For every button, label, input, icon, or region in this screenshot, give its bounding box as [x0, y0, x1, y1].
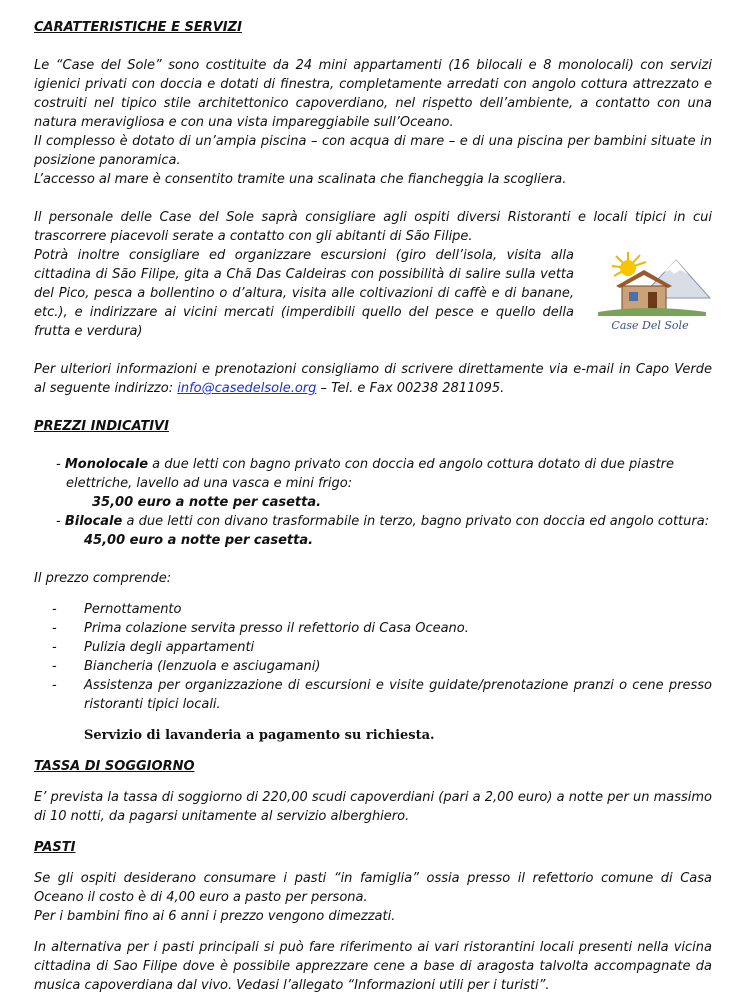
price-monolocale — [34, 455, 712, 493]
list-item: - Prima colazione servita presso il refettorio di Casa Oceano. — [52, 621, 469, 636]
paragraph-description: Le “Case del Sole” sono costituite da 24 mini appartamenti (16 bilocali e 8 monolocali) con servizi igienici privati con doccia e dotati di finestra, completamente arredati con angolo cottura attrezzato e costruiti nel tipico stile architettonico capoverdiano, nel rispetto dell’ambiente, a contatto con una natura meravigliosa e con una vista impareggiabile sull’Oceano. — [34, 58, 712, 130]
list-item: - Biancheria (lenzuola e asciugamani) — [52, 659, 321, 674]
phone-text: – Tel. e Fax 00238 2811095. — [316, 381, 505, 396]
bilocale-label: Bilocale — [64, 514, 123, 529]
includes-list — [34, 600, 712, 714]
excursions-block — [34, 246, 712, 341]
section-title-pasti: PASTI — [34, 840, 76, 855]
logo-graphic — [588, 246, 712, 330]
laundry-service: Servizio di lavanderia a pagamento su richiesta. — [84, 728, 435, 743]
includes-label: Il prezzo comprende: — [34, 571, 172, 586]
paragraph-excursions: Potrà inoltre consigliare ed organizzare escursioni (giro dell’isola, visita alla cittadina di São Filipe, gita a Chã Das Caldeiras con possibilità di salire sulla vetta del Pico, pesca a bollentino o d’altura, visita alle coltivazioni di caffè e di banane, etc.), e indirizzare ai vicini mercati (imperdibili quello del pesce e quello della frutta e verdura) — [34, 248, 574, 339]
section-title-tassa: TASSA DI SOGGIORNO — [34, 759, 195, 774]
section-title-caratteristiche: CARATTERISTICHE E SERVIZI — [34, 20, 242, 35]
contact-text: Per ulteriori informazioni e prenotazioni consigliamo di scrivere direttamente via e-mail in Capo Verde al seguente indirizzo: — [34, 362, 712, 396]
paragraph-sea-access: L’accesso al mare è consentito tramite una scalinata che fiancheggia la scogliera. — [34, 172, 567, 187]
monolocale-label: Monolocale — [64, 457, 149, 472]
monolocale-description: a due letti con bagno privato con doccia ed angolo cottura dotato di due piastre elettriche, lavello ad una vasca e mini frigo: — [66, 457, 675, 491]
email-link[interactable]: info@casedelsole.org — [177, 381, 317, 396]
paragraph-children: Per i bambini fino ai 6 anni i prezzo vengono dimezzati. — [34, 909, 396, 924]
paragraph-meals: Se gli ospiti desiderano consumare i pasti “in famiglia” ossia presso il refettorio comune di Casa Oceano il costo è di 4,00 euro a pasto per persona. — [34, 871, 712, 905]
list-item: - Pulizia degli appartamenti — [52, 640, 255, 655]
paragraph-pool: Il complesso è dotato di un’ampia piscina – con acqua di mare – e di una piscina per bambini situate in posizione panoramica. — [34, 134, 712, 168]
case-del-sole-logo — [588, 246, 712, 330]
bullet-dash: - — [56, 457, 65, 472]
monolocale-price: 35,00 euro a notte per casetta. — [92, 495, 322, 510]
logo-text: Case Del Sole — [611, 319, 689, 332]
paragraph-tax: E’ prevista la tassa di soggiorno di 220,00 scudi capoverdiani (pari a 2,00 euro) a notte per un massimo di 10 notti, da pagarsi unitamente al servizio alberghiero. — [34, 790, 712, 824]
bullet-dash: - — [56, 514, 65, 529]
list-item: - Assistenza per organizzazione di escursioni e visite guidate/prenotazione pranzi o cene presso ristoranti tipici locali. — [52, 678, 712, 712]
section-title-prezzi: PREZZI INDICATIVI — [34, 419, 169, 434]
document-page — [34, 18, 712, 995]
bilocale-description: a due letti con divano trasformabile in terzo, bagno privato con doccia ed angolo cottura: — [122, 514, 710, 529]
paragraph-staff: Il personale delle Case del Sole saprà consigliare agli ospiti diversi Ristoranti e locali tipici in cui trascorrere piacevoli serate a contatto con gli abitanti di São Filipe. — [34, 210, 712, 244]
paragraph-restaurants: In alternativa per i pasti principali si può fare riferimento ai vari ristorantini locali presenti nella vicina cittadina di Sao Filipe dove è possibile apprezzare cene a base di aragosta talvolta accompagnate da musica capoverdiana dal vivo. Vedasi l’allegato “Informazioni utili per i turisti”. — [34, 940, 712, 993]
paragraph-contact — [34, 360, 712, 398]
price-bilocale — [34, 512, 712, 531]
bilocale-price: 45,00 euro a notte per casetta. — [84, 533, 314, 548]
list-item: - Pernottamento — [52, 602, 182, 617]
